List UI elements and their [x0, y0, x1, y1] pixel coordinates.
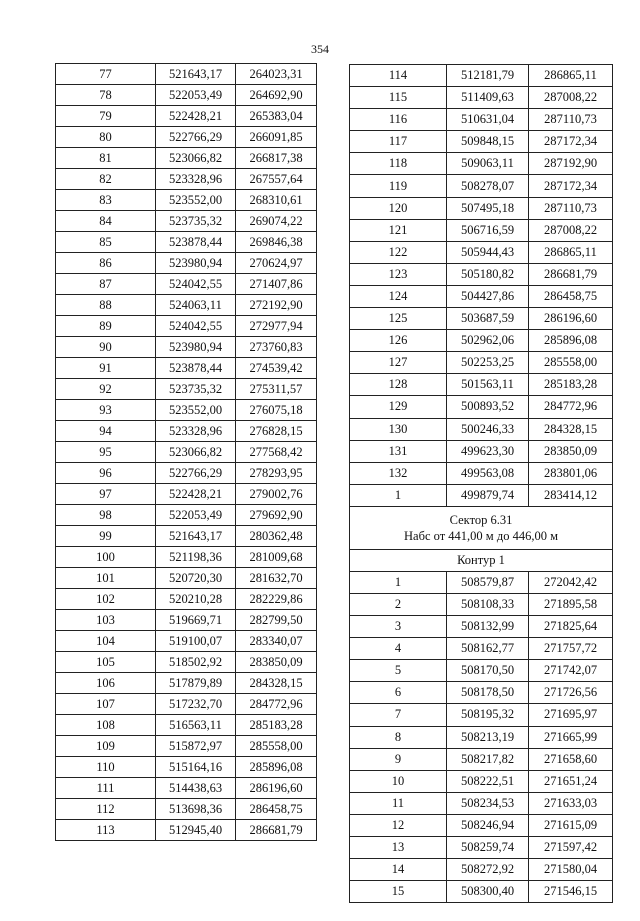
x-coordinate-cell: 500246,33	[447, 418, 529, 440]
table-row	[350, 462, 613, 484]
y-coordinate-cell: 285183,28	[236, 715, 317, 736]
point-number-cell: 82	[56, 169, 156, 190]
x-coordinate-cell: 503687,59	[447, 308, 529, 330]
table-row	[56, 715, 317, 736]
contour-label: Контур 1	[350, 549, 613, 571]
y-coordinate-cell: 286458,75	[529, 285, 613, 307]
point-number-cell: 121	[350, 219, 447, 241]
point-number-cell: 125	[350, 308, 447, 330]
y-coordinate-cell: 287192,90	[529, 153, 613, 175]
point-number-cell: 99	[56, 526, 156, 547]
page-number: 354	[311, 42, 329, 56]
x-coordinate-cell: 517879,89	[156, 673, 236, 694]
table-row	[350, 814, 613, 836]
table-row	[350, 792, 613, 814]
table-row	[350, 418, 613, 440]
table-row	[56, 673, 317, 694]
x-coordinate-cell: 523328,96	[156, 421, 236, 442]
y-coordinate-cell: 271546,15	[529, 881, 613, 903]
x-coordinate-cell: 499623,30	[447, 440, 529, 462]
point-number-cell: 98	[56, 505, 156, 526]
y-coordinate-cell: 277568,42	[236, 442, 317, 463]
x-coordinate-cell: 499563,08	[447, 462, 529, 484]
y-coordinate-cell: 274539,42	[236, 358, 317, 379]
y-coordinate-cell: 279692,90	[236, 505, 317, 526]
x-coordinate-cell: 508178,50	[447, 682, 529, 704]
y-coordinate-cell: 286196,60	[529, 308, 613, 330]
y-coordinate-cell: 272042,42	[529, 571, 613, 593]
point-number-cell: 94	[56, 421, 156, 442]
x-coordinate-cell: 510631,04	[447, 109, 529, 131]
table-row	[350, 374, 613, 396]
table-row	[56, 337, 317, 358]
y-coordinate-cell: 287172,34	[529, 175, 613, 197]
table-row	[56, 442, 317, 463]
sector-header-row	[350, 506, 613, 549]
table-row	[56, 547, 317, 568]
y-coordinate-cell: 282229,86	[236, 589, 317, 610]
point-number-cell: 110	[56, 757, 156, 778]
y-coordinate-cell: 271825,64	[529, 616, 613, 638]
x-coordinate-cell: 502962,06	[447, 330, 529, 352]
x-coordinate-cell: 507495,18	[447, 197, 529, 219]
y-coordinate-cell: 271726,56	[529, 682, 613, 704]
y-coordinate-cell: 278293,95	[236, 463, 317, 484]
point-number-cell: 114	[350, 65, 447, 87]
x-coordinate-cell: 499879,74	[447, 484, 529, 506]
y-coordinate-cell: 281009,68	[236, 547, 317, 568]
table-row	[350, 285, 613, 307]
point-number-cell: 6	[350, 682, 447, 704]
x-coordinate-cell: 514438,63	[156, 778, 236, 799]
x-coordinate-cell: 508234,53	[447, 792, 529, 814]
point-number-cell: 10	[350, 770, 447, 792]
point-number-cell: 115	[350, 87, 447, 109]
x-coordinate-cell: 508170,50	[447, 660, 529, 682]
table-row	[350, 770, 613, 792]
point-number-cell: 9	[350, 748, 447, 770]
y-coordinate-cell: 268310,61	[236, 190, 317, 211]
x-coordinate-cell: 508222,51	[447, 770, 529, 792]
y-coordinate-cell: 270624,97	[236, 253, 317, 274]
x-coordinate-cell: 508132,99	[447, 616, 529, 638]
table-row	[56, 190, 317, 211]
point-number-cell: 113	[56, 820, 156, 841]
x-coordinate-cell: 505180,82	[447, 263, 529, 285]
point-number-cell: 4	[350, 638, 447, 660]
table-row	[56, 694, 317, 715]
x-coordinate-cell: 523066,82	[156, 442, 236, 463]
table-row	[350, 859, 613, 881]
table-row	[350, 352, 613, 374]
y-coordinate-cell: 287110,73	[529, 197, 613, 219]
point-number-cell: 101	[56, 568, 156, 589]
x-coordinate-cell: 523735,32	[156, 211, 236, 232]
table-row	[56, 85, 317, 106]
x-coordinate-cell: 508300,40	[447, 881, 529, 903]
table-row	[56, 757, 317, 778]
y-coordinate-cell: 279002,76	[236, 484, 317, 505]
table-row	[56, 568, 317, 589]
table-row	[56, 778, 317, 799]
point-number-cell: 117	[350, 131, 447, 153]
x-coordinate-cell: 508246,94	[447, 814, 529, 836]
y-coordinate-cell: 271742,07	[529, 660, 613, 682]
y-coordinate-cell: 271633,03	[529, 792, 613, 814]
y-coordinate-cell: 273760,83	[236, 337, 317, 358]
table-row	[56, 316, 317, 337]
table-row	[350, 593, 613, 615]
x-coordinate-cell: 508213,19	[447, 726, 529, 748]
point-number-cell: 100	[56, 547, 156, 568]
table-row	[56, 358, 317, 379]
y-coordinate-cell: 287008,22	[529, 219, 613, 241]
y-coordinate-cell: 269846,38	[236, 232, 317, 253]
point-number-cell: 79	[56, 106, 156, 127]
y-coordinate-cell: 282799,50	[236, 610, 317, 631]
y-coordinate-cell: 283340,07	[236, 631, 317, 652]
point-number-cell: 15	[350, 881, 447, 903]
x-coordinate-cell: 521643,17	[156, 526, 236, 547]
point-number-cell: 131	[350, 440, 447, 462]
x-coordinate-cell: 518502,92	[156, 652, 236, 673]
point-number-cell: 78	[56, 85, 156, 106]
y-coordinate-cell: 271665,99	[529, 726, 613, 748]
x-coordinate-cell: 509848,15	[447, 131, 529, 153]
y-coordinate-cell: 286458,75	[236, 799, 317, 820]
table-row	[350, 726, 613, 748]
x-coordinate-cell: 516563,11	[156, 715, 236, 736]
table-row	[56, 421, 317, 442]
point-number-cell: 92	[56, 379, 156, 400]
x-coordinate-cell: 513698,36	[156, 799, 236, 820]
x-coordinate-cell: 524063,11	[156, 295, 236, 316]
y-coordinate-cell: 272977,94	[236, 316, 317, 337]
table-row	[56, 631, 317, 652]
point-number-cell: 90	[56, 337, 156, 358]
table-row	[350, 153, 613, 175]
point-number-cell: 12	[350, 814, 447, 836]
point-number-cell: 95	[56, 442, 156, 463]
x-coordinate-cell: 522766,29	[156, 463, 236, 484]
point-number-cell: 96	[56, 463, 156, 484]
point-number-cell: 1	[350, 571, 447, 593]
table-row	[350, 65, 613, 87]
y-coordinate-cell: 283801,06	[529, 462, 613, 484]
point-number-cell: 116	[350, 109, 447, 131]
point-number-cell: 87	[56, 274, 156, 295]
y-coordinate-cell: 271597,42	[529, 837, 613, 859]
y-coordinate-cell: 266817,38	[236, 148, 317, 169]
x-coordinate-cell: 500893,52	[447, 396, 529, 418]
x-coordinate-cell: 508195,32	[447, 704, 529, 726]
y-coordinate-cell: 285896,08	[529, 330, 613, 352]
y-coordinate-cell: 286196,60	[236, 778, 317, 799]
x-coordinate-cell: 521643,17	[156, 64, 236, 85]
y-coordinate-cell: 280362,48	[236, 526, 317, 547]
right-coordinates-table	[349, 64, 613, 903]
table-row	[56, 64, 317, 85]
point-number-cell: 85	[56, 232, 156, 253]
point-number-cell: 118	[350, 153, 447, 175]
y-coordinate-cell: 271895,58	[529, 593, 613, 615]
x-coordinate-cell: 515872,97	[156, 736, 236, 757]
y-coordinate-cell: 287110,73	[529, 109, 613, 131]
y-coordinate-cell: 284772,96	[529, 396, 613, 418]
x-coordinate-cell: 504427,86	[447, 285, 529, 307]
y-coordinate-cell: 284328,15	[236, 673, 317, 694]
point-number-cell: 2	[350, 593, 447, 615]
x-coordinate-cell: 515164,16	[156, 757, 236, 778]
point-number-cell: 5	[350, 660, 447, 682]
y-coordinate-cell: 272192,90	[236, 295, 317, 316]
x-coordinate-cell: 523878,44	[156, 358, 236, 379]
table-row	[56, 463, 317, 484]
table-row	[350, 87, 613, 109]
sector-header	[350, 506, 613, 549]
table-row	[56, 736, 317, 757]
sector-title: Сектор 6.31	[449, 512, 513, 527]
x-coordinate-cell: 521198,36	[156, 547, 236, 568]
y-coordinate-cell: 271695,97	[529, 704, 613, 726]
point-number-cell: 122	[350, 241, 447, 263]
table-row	[56, 589, 317, 610]
point-number-cell: 106	[56, 673, 156, 694]
table-row	[56, 211, 317, 232]
x-coordinate-cell: 511409,63	[447, 87, 529, 109]
table-row	[56, 379, 317, 400]
table-row	[56, 652, 317, 673]
point-number-cell: 124	[350, 285, 447, 307]
x-coordinate-cell: 522053,49	[156, 505, 236, 526]
table-row	[56, 295, 317, 316]
x-coordinate-cell: 520720,30	[156, 568, 236, 589]
table-row	[350, 682, 613, 704]
x-coordinate-cell: 524042,55	[156, 274, 236, 295]
point-number-cell: 1	[350, 484, 447, 506]
y-coordinate-cell: 276828,15	[236, 421, 317, 442]
contour-header-row	[350, 549, 613, 571]
point-number-cell: 84	[56, 211, 156, 232]
table-row	[56, 127, 317, 148]
point-number-cell: 130	[350, 418, 447, 440]
table-row	[56, 106, 317, 127]
table-row	[56, 148, 317, 169]
sector-subtitle: Набс от 441,00 м до 446,00 м	[404, 528, 558, 543]
y-coordinate-cell: 264023,31	[236, 64, 317, 85]
y-coordinate-cell: 283850,09	[236, 652, 317, 673]
point-number-cell: 103	[56, 610, 156, 631]
x-coordinate-cell: 522428,21	[156, 484, 236, 505]
x-coordinate-cell: 508259,74	[447, 837, 529, 859]
y-coordinate-cell: 286681,79	[236, 820, 317, 841]
table-row	[350, 638, 613, 660]
y-coordinate-cell: 271658,60	[529, 748, 613, 770]
left-coordinates-table	[55, 63, 317, 841]
y-coordinate-cell: 265383,04	[236, 106, 317, 127]
x-coordinate-cell: 505944,43	[447, 241, 529, 263]
y-coordinate-cell: 276075,18	[236, 400, 317, 421]
table-row	[350, 330, 613, 352]
point-number-cell: 123	[350, 263, 447, 285]
point-number-cell: 126	[350, 330, 447, 352]
y-coordinate-cell: 283414,12	[529, 484, 613, 506]
x-coordinate-cell: 506716,59	[447, 219, 529, 241]
point-number-cell: 7	[350, 704, 447, 726]
y-coordinate-cell: 283850,09	[529, 440, 613, 462]
y-coordinate-cell: 284772,96	[236, 694, 317, 715]
point-number-cell: 108	[56, 715, 156, 736]
x-coordinate-cell: 508162,77	[447, 638, 529, 660]
point-number-cell: 77	[56, 64, 156, 85]
point-number-cell: 88	[56, 295, 156, 316]
x-coordinate-cell: 522428,21	[156, 106, 236, 127]
point-number-cell: 3	[350, 616, 447, 638]
y-coordinate-cell: 271757,72	[529, 638, 613, 660]
x-coordinate-cell: 508278,07	[447, 175, 529, 197]
point-number-cell: 86	[56, 253, 156, 274]
table-row	[56, 169, 317, 190]
x-coordinate-cell: 508272,92	[447, 859, 529, 881]
table-row	[56, 232, 317, 253]
x-coordinate-cell: 512181,79	[447, 65, 529, 87]
y-coordinate-cell: 271615,09	[529, 814, 613, 836]
x-coordinate-cell: 522766,29	[156, 127, 236, 148]
y-coordinate-cell: 287172,34	[529, 131, 613, 153]
y-coordinate-cell: 281632,70	[236, 568, 317, 589]
x-coordinate-cell: 523980,94	[156, 253, 236, 274]
point-number-cell: 102	[56, 589, 156, 610]
x-coordinate-cell: 509063,11	[447, 153, 529, 175]
table-row	[350, 131, 613, 153]
x-coordinate-cell: 502253,25	[447, 352, 529, 374]
y-coordinate-cell: 267557,64	[236, 169, 317, 190]
table-row	[350, 748, 613, 770]
table-row	[350, 440, 613, 462]
point-number-cell: 93	[56, 400, 156, 421]
table-row	[56, 526, 317, 547]
x-coordinate-cell: 508579,87	[447, 571, 529, 593]
y-coordinate-cell: 269074,22	[236, 211, 317, 232]
table-row	[350, 219, 613, 241]
table-row	[350, 571, 613, 593]
table-row	[350, 109, 613, 131]
point-number-cell: 109	[56, 736, 156, 757]
table-row	[350, 660, 613, 682]
table-row	[56, 484, 317, 505]
point-number-cell: 13	[350, 837, 447, 859]
point-number-cell: 89	[56, 316, 156, 337]
table-row	[350, 484, 613, 506]
table-row	[56, 400, 317, 421]
point-number-cell: 8	[350, 726, 447, 748]
point-number-cell: 132	[350, 462, 447, 484]
y-coordinate-cell: 285183,28	[529, 374, 613, 396]
point-number-cell: 105	[56, 652, 156, 673]
y-coordinate-cell: 287008,22	[529, 87, 613, 109]
point-number-cell: 107	[56, 694, 156, 715]
point-number-cell: 127	[350, 352, 447, 374]
y-coordinate-cell: 271407,86	[236, 274, 317, 295]
point-number-cell: 112	[56, 799, 156, 820]
y-coordinate-cell: 284328,15	[529, 418, 613, 440]
x-coordinate-cell: 520210,28	[156, 589, 236, 610]
table-row	[56, 274, 317, 295]
point-number-cell: 104	[56, 631, 156, 652]
table-row	[350, 616, 613, 638]
point-number-cell: 111	[56, 778, 156, 799]
point-number-cell: 81	[56, 148, 156, 169]
point-number-cell: 119	[350, 175, 447, 197]
point-number-cell: 83	[56, 190, 156, 211]
x-coordinate-cell: 523328,96	[156, 169, 236, 190]
table-row	[56, 799, 317, 820]
x-coordinate-cell: 523980,94	[156, 337, 236, 358]
table-row	[350, 881, 613, 903]
table-row	[56, 505, 317, 526]
x-coordinate-cell: 523552,00	[156, 190, 236, 211]
point-number-cell: 11	[350, 792, 447, 814]
y-coordinate-cell: 271580,04	[529, 859, 613, 881]
point-number-cell: 97	[56, 484, 156, 505]
x-coordinate-cell: 519100,07	[156, 631, 236, 652]
point-number-cell: 91	[56, 358, 156, 379]
x-coordinate-cell: 523878,44	[156, 232, 236, 253]
x-coordinate-cell: 508217,82	[447, 748, 529, 770]
table-row	[350, 308, 613, 330]
x-coordinate-cell: 524042,55	[156, 316, 236, 337]
y-coordinate-cell: 285558,00	[236, 736, 317, 757]
point-number-cell: 120	[350, 197, 447, 219]
table-row	[350, 704, 613, 726]
x-coordinate-cell: 508108,33	[447, 593, 529, 615]
table-row	[56, 253, 317, 274]
x-coordinate-cell: 523735,32	[156, 379, 236, 400]
table-row	[350, 175, 613, 197]
y-coordinate-cell: 286865,11	[529, 65, 613, 87]
x-coordinate-cell: 501563,11	[447, 374, 529, 396]
table-row	[350, 263, 613, 285]
y-coordinate-cell: 285896,08	[236, 757, 317, 778]
table-row	[350, 241, 613, 263]
table-row	[56, 820, 317, 841]
x-coordinate-cell: 519669,71	[156, 610, 236, 631]
y-coordinate-cell: 271651,24	[529, 770, 613, 792]
x-coordinate-cell: 522053,49	[156, 85, 236, 106]
y-coordinate-cell: 286865,11	[529, 241, 613, 263]
table-row	[350, 197, 613, 219]
table-row	[56, 610, 317, 631]
y-coordinate-cell: 266091,85	[236, 127, 317, 148]
point-number-cell: 128	[350, 374, 447, 396]
y-coordinate-cell: 286681,79	[529, 263, 613, 285]
y-coordinate-cell: 285558,00	[529, 352, 613, 374]
point-number-cell: 14	[350, 859, 447, 881]
table-row	[350, 837, 613, 859]
x-coordinate-cell: 512945,40	[156, 820, 236, 841]
table-row	[350, 396, 613, 418]
point-number-cell: 80	[56, 127, 156, 148]
point-number-cell: 129	[350, 396, 447, 418]
x-coordinate-cell: 523066,82	[156, 148, 236, 169]
x-coordinate-cell: 517232,70	[156, 694, 236, 715]
y-coordinate-cell: 275311,57	[236, 379, 317, 400]
y-coordinate-cell: 264692,90	[236, 85, 317, 106]
x-coordinate-cell: 523552,00	[156, 400, 236, 421]
